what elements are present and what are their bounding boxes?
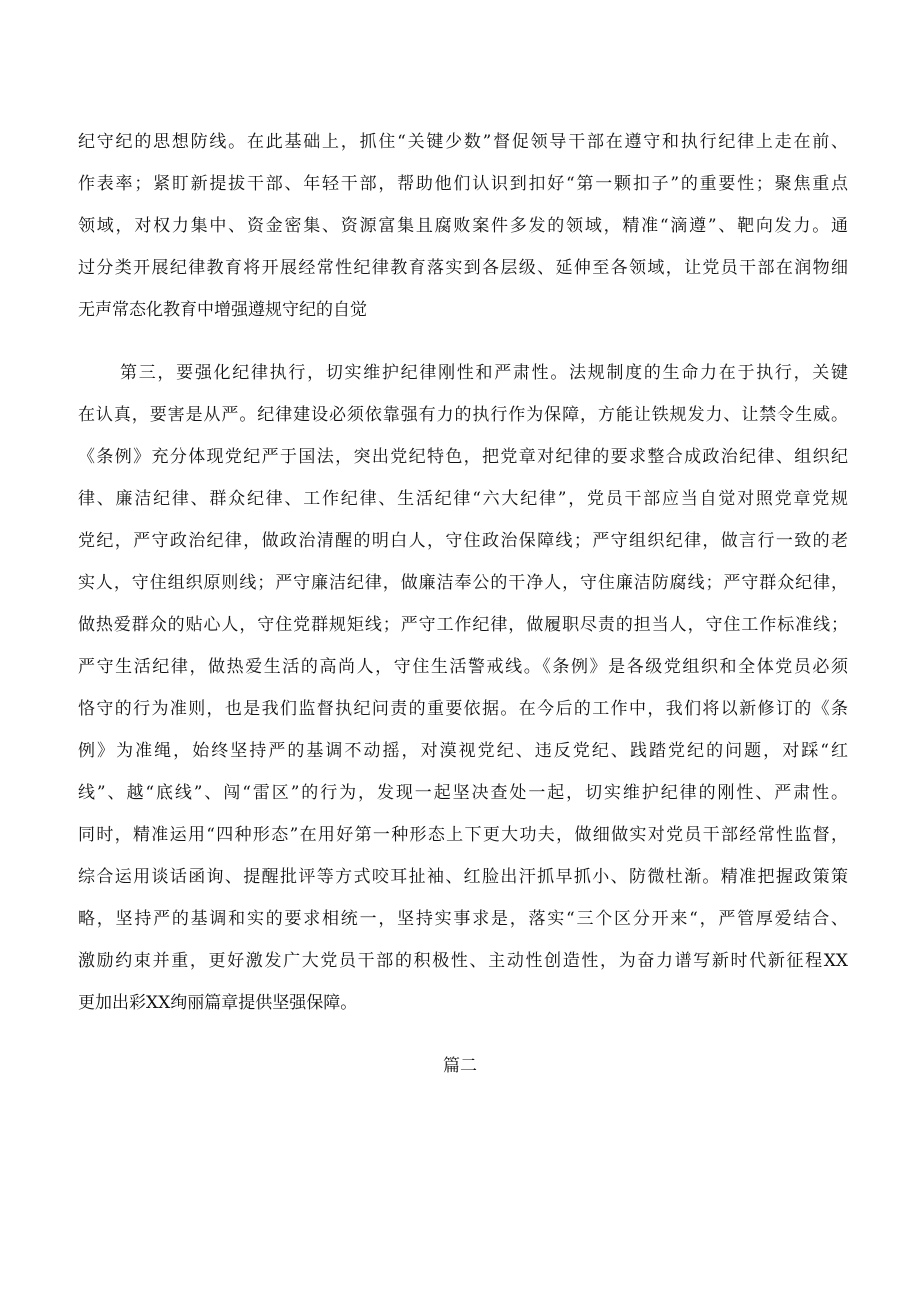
paragraph-2-line-1: 第三，要强化纪律执行，切实维护纪律刚性和严肃性。法规制度的生命力在于执行，关键 bbox=[120, 363, 848, 383]
paragraph-1-line-4: 过分类开展纪律教育将开展经常性纪律教育落实到各层级、延伸至各领域，让党员干部在润物细 bbox=[78, 258, 848, 278]
paragraph-2-line-13: 综合运用谈话函询、提醒批评等方式咬耳扯袖、红脸出汗抓早抓小、防微杜渐。精准把握政策策 bbox=[78, 867, 848, 887]
paragraph-1-line-5: 无声常态化教育中增强遵规守纪的自觉 bbox=[78, 300, 367, 320]
paragraph-2-line-4: 律、廉洁纪律、群众纪律、工作纪律、生活纪律“六大纪律”，党员干部应当自觉对照党章党规 bbox=[78, 489, 848, 509]
paragraph-1-line-1: 纪守纪的思想防线。在此基础上，抓住“关键少数”督促领导干部在遵守和执行纪律上走在前、 bbox=[78, 132, 848, 152]
paragraph-2-line-3: 《条例》充分体现党纪严于国法，突出党纪特色，把党章对纪律的要求整合成政治纪律、组织纪 bbox=[78, 447, 848, 467]
paragraph-2-line-8: 严守生活纪律，做热爱生活的高尚人，守住生活警戒线。《条例》是各级党组织和全体党员必须 bbox=[78, 657, 848, 677]
paragraph-2-line-16: 更加出彩XX绚丽篇章提供坚强保障。 bbox=[78, 993, 358, 1013]
paragraph-1-line-2: 作表率；紧盯新提拔干部、年轻干部，帮助他们认识到扣好“第一颗扣子”的重要性；聚焦重点 bbox=[78, 174, 848, 194]
paragraph-2-line-2: 在认真，要害是从严。纪律建设必须依靠强有力的执行作为保障，方能让铁规发力、让禁令生威。 bbox=[78, 405, 848, 425]
paragraph-2-line-10: 例》为准绳，始终坚持严的基调不动摇，对漠视党纪、违反党纪、践踏党纪的问题，对踩“红 bbox=[78, 741, 848, 761]
paragraph-1-line-3: 领域，对权力集中、资金密集、资源富集且腐败案件多发的领域，精准“滴遵”、靶向发力。通 bbox=[78, 216, 848, 236]
section-heading: 篇二 bbox=[443, 1056, 477, 1076]
paragraph-2-line-9: 恪守的行为准则，也是我们监督执纪问责的重要依据。在今后的工作中，我们将以新修订的《条 bbox=[78, 699, 848, 719]
paragraph-2-line-7: 做热爱群众的贴心人，守住党群规矩线；严守工作纪律，做履职尽责的担当人，守住工作标准线； bbox=[78, 615, 848, 635]
paragraph-2-line-14: 略，坚持严的基调和实的要求相统一，坚持实事求是，落实“三个区分开来“，严管厚爱结合、 bbox=[78, 909, 848, 929]
paragraph-2-line-11: 线”、越“底线”、闯“雷区”的行为，发现一起坚决查处一起，切实维护纪律的刚性、严肃性。 bbox=[78, 783, 848, 803]
paragraph-2-line-12: 同时，精准运用“四种形态”在用好第一种形态上下更大功夫，做细做实对党员干部经常性监督， bbox=[78, 825, 848, 845]
paragraph-2-line-6: 实人，守住组织原则线；严守廉洁纪律，做廉洁奉公的干净人，守住廉洁防腐线；严守群众纪律， bbox=[78, 573, 848, 593]
paragraph-2-line-15: 激励约束并重，更好激发广大党员干部的积极性、主动性创造性，为奋力谱写新时代新征程XX bbox=[78, 951, 848, 971]
paragraph-2-line-5: 党纪，严守政治纪律，做政治清醒的明白人，守住政治保障线；严守组织纪律，做言行一致的老 bbox=[78, 531, 848, 551]
